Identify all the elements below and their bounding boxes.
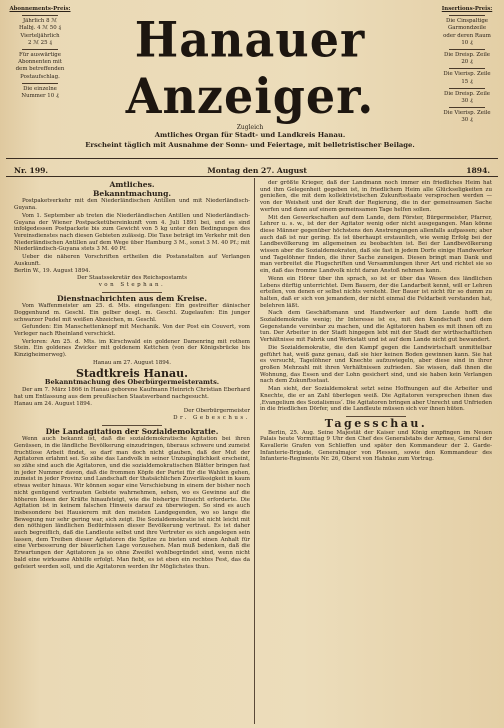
section-heading-amtliches: Amtliches. <box>109 180 155 189</box>
notice-heading: Bekanntmachung. <box>92 188 172 198</box>
issue-year: 1894. <box>466 166 490 175</box>
article-body: Wenn ein Hörer über ihn sprach, so ist er über das Wesen des ländlichen Lebens dürftig unterrichtet. Dem Bauern, der die Landarbeit kennt, will er Lehren erteilen, von denen er selbst nichts versteht. Der Bauer ist nicht für so dumm zu halten, daß er sich von jemandem, der nicht einmal die Feldarbeit verstanden hat, belehren läßt. <box>260 275 492 309</box>
header-rule <box>6 158 498 159</box>
notice-subject: Postpaketverkehr mit den Niederländischen Antillen und mit Niederländisch-Guyana. <box>14 198 250 212</box>
subscription-line: Jährlich 8 ℳ <box>23 18 57 25</box>
subscription-line: Die einzelne <box>23 85 57 92</box>
notice-body: Vom 1. September ab treten die Niederländischen Antillen und Niederländisch-Guyana der Wiener Postpacketübereinkunft vom 4. Juli 1891 bei, und es sind infolgedessen Postpackete bis zum Gewicht von 5 kg unter den Bedingungen des Vereinsdienstes nach diesen Gebieten zulässig. Die Taxe beträgt im Verkehr mit den Niederländischen Antillen auf dem Wege über Hamburg 3 M., sonst 3 M. 40 Pf.; mit Niederländisch-Guyana stets 3 M. 40 Pf. <box>14 212 250 253</box>
notice-place-date: Berlin W., 19. August 1894. <box>14 268 91 275</box>
subscription-line: Vierteljährlich <box>20 32 60 39</box>
subscription-line: Für auswärtige <box>19 52 61 59</box>
subscription-line: dem betreffenden <box>15 66 65 73</box>
notice-authority: Der Staatssekretär des Reichspostamts <box>76 275 188 282</box>
dateline-rule <box>6 176 498 177</box>
dienst-found: Gefunden: Ein Manschettenknopf mit Mechanik. Von der Post ein Couvert, vom Verleger nach Rheinland verschickt. <box>14 324 250 338</box>
article-body: Nach dem Geschäftsmann und Handwerker auf dem Lande hofft die Sozialdemokratie wenig; ihr Interesse ist es, mit den Kundschaft und dem Gegenstande vereinbar zu machen, und die Agitatoren haben es mit ihnen oft zu tun. Der Arbeiter in der Stadt hingegen lebt mit der Stadt der wirthschaftlichen Verhältnisse mit Fabrik und Werkstatt und ist auf dem Lande nicht gut bewandert. <box>260 310 492 344</box>
insertion-title: Insertions-Preis: <box>441 6 493 12</box>
dienst-date: Hanau am 27. August 1894. <box>92 359 172 366</box>
ober-signature: Dr. Gebeschus. <box>173 414 250 421</box>
column-divider <box>254 178 255 724</box>
ober-body: Der am 7. März 1866 in Hanau geborene Kaufmann Heinrich Christian Eberhard hat um Entlassung aus dem preußischen Staatsverband nachgesucht. <box>14 386 250 400</box>
insertion-line: Die Cinspaltige <box>446 18 488 25</box>
right-column <box>260 180 492 464</box>
article-body: Man sieht, der Sozialdemokrat setzt seine Hoffnungen auf die Arbeiter und Knechte, die er an Zahl überlegen weiß. Die Agitatoren versprechen ihnen das ‚Evangelium des Sozialismus‘. Die Agitatoren bringen aber Unrecht und Unfrieden in die friedlichen Dörfer, und die Landleute müssen sich vor ihnen hüten. <box>260 386 492 413</box>
subscription-line: Postaufschlag. <box>20 73 60 80</box>
insertion-line: 10 ₰ <box>461 39 473 46</box>
section-heading-dienst: Dienstnachrichten aus dem Kreise. <box>57 293 207 303</box>
newspaper-title: Hanauer Anzeiger. <box>125 11 375 125</box>
article-heading-landagitation: Die Landagitation der Sozialdemokratie. <box>45 426 219 436</box>
insertion-line: Die Vierisp. Zeile <box>443 110 491 117</box>
subscription-line: 2 ℳ 25 ₰ <box>28 39 52 46</box>
zugleich-label: Zugleich <box>236 124 264 131</box>
subscription-line: Abonnenten mit <box>18 59 62 66</box>
insertion-line: Die Dreisp. Zeile <box>444 90 490 97</box>
publication-schedule: Erscheint täglich mit Ausnahme der Sonn- und Feiertage, mit belletristischer Beilage. <box>85 141 415 149</box>
issue-number: Nr. 199. <box>14 166 49 175</box>
insertion-line: Die Dreisp. Zeile <box>444 52 490 59</box>
article-body: der größte Krieger, daß der Landmann noch immer ein friedliches Heim hat und ihm Gelegenheit gegeben ist, in friedlichem Heim alle Glückseligkeiten zu genießen, die mit dem kollektivistischen Zukunftsstaate versprochen werden — von der Weisheit und der Kraft der Regierung, die in der gemeinsamen Sache werfen und dann auf einem gemeinsamen Tage helfen sollen. <box>260 180 492 213</box>
ober-authority: Der Oberbürgermeister <box>183 408 250 415</box>
ober-date: Hanau am 24. August 1894. <box>14 401 93 408</box>
insertion-line: 30 ₰ <box>461 117 473 124</box>
dienst-body: Vom Waffenmeister am 25. d. Mts. eingefangen: Ein gestreifter dänischer Doggenhund m. Geschl. Ein gelber desgl. m. Geschl. Zugelaufen: Ein junger schwarzer Pudel mit weißen Abzeichen, m. Geschl. <box>14 303 250 323</box>
issue-date: Montag den 27. August <box>207 166 307 175</box>
tagesschau-body: Berlin, 25. Aug. Seine Majestät der Kaiser und König empfingen im Neuen Palais heute Vormittag 9 Uhr den Chef des Generalstabs der Armee, General der Kavallerie Grafen von Schlieffen und später den Kommandeur der 2. Garde-Infanterie-Brigade, Generalmajor von Plessen, sowie den Kommandeur des Infanterie-Regiments Nr. 26, Oberst von Hahnke zum Vortrag. <box>260 429 492 463</box>
notice-body: Ueber die näheren Vorschriften ertheilen die Postanstalten auf Verlangen Auskunft. <box>14 254 250 267</box>
insertion-line: oder deren Raum <box>443 32 491 39</box>
subscription-price-box <box>8 6 72 100</box>
subscription-title: Abonnements-Preis: <box>9 6 71 12</box>
dienst-lost: Verloren: Am 25. d. Mts. im Kirschwald ein goldener Damenring mit rothem Stein. Ein goldenes Zwicker mit goldenem Kettchen (von der Königsbrücke bis Kinzigheimerweg). <box>14 338 250 359</box>
insertion-line: 15 ₰ <box>461 78 473 85</box>
dateline <box>14 166 490 175</box>
article-body: Mit den Gewerkschaften auf dem Lande, dem Förster, Bürgermeister, Pfarrer, Lehrer u. s. w., ist der der Agitator wenig oder nicht ausgegangen. Man könne diese Männer gegenüber höchstens den Anstrengungen allenfalls aufpassen; aber auch daß ist nur gering. Es ist überhaupt erstaunlich, wie wenig Erfolg bei der Landbevölkerung im allgemeinen zu beobachten ist. Bei der Landbevölkerung wissen aber die Sozialdemokraten, daß sie fast in jedem Dorfe einige Handwerker und Tagelöhner finden, die ihrer Sache zuneigen. Diesen bringt man Dank und man verbreitet die Flugschriften und Versammlungen ihrer Art und richtet sie so ein, daß das fromme Landvolk nicht daran Anstoß nehmen kann. <box>260 214 492 275</box>
insertion-line: Die Vierisp. Zeile <box>443 71 491 78</box>
article-body: Wenn auch bekannt ist, daß die sozialdemokratische Agitation bei ihren Genüssen, in die ländliche Bevölkerung einzudringen, überaus schwere und zumeist fruchtlose Arbeit findet, so darf man doch nicht glauben, daß der Mut der Agitatoren erlahmt sei. So zähe das Landvolk in seiner Unzugänglichkeit erscheint, so zähe sind auch die Agitatoren, und die sozialdemokratischen Blätter bringen fast in jeder Nummer davon, daß die frommen Köpfe der Partei für die Wahlen gehen, zumeist in jeder Provinz und Landschaft der thatsächlichen Zuverlässigkeit in kaum etwas weiter hinaus. Wir können sogar eine Verschiebung in einem der bisher noch nicht genügend vertrauten Gebiete wahrnehmen, sehen, wo es Gewinne auf die höheren Ideen der Kräfte hinaufsteigt, wie die bisherige Einsicht erforderte. Die Agitation ist in keinem falschen Hinweis darauf zu überwiegen. So sind es auch insbesondere bei Hausierern mit den meisten Landgegenden, wo so lange die Bewegung nur sehr gering war, sich zeigt. Die Sozialdemokratie ist nicht leicht mit den nöthigen ländlichen Bedürfnissen dieser Bevölkerung vertraut. Es ist daher auch begreiflich, daß die Landleute selbst und ihre Vertreter es sich angelegen sein lassen, dem Treiben dieser Agitatoren die Spitze zu bieten und einen Anhalt für eine Verbesserung der bäuerlichen Lage vorzusehen. Man muß bedenken, daß die Erwartungen der Agitatoren ja so ohne Zweifel wohlbegründet sind, wenn nicht bald eine wirksame Abhilfe erfolgt. Man fiebt, es ist eben ein rechtes Fest, das da gefeiert werden soll, und die Agitatoren werden ihr Möglichstes thun. <box>14 436 250 570</box>
section-heading-tagesschau: Tagesschau. <box>324 416 428 430</box>
insertion-line: 20 ₰ <box>461 59 473 66</box>
insertion-line: Garmondzeile <box>447 25 487 32</box>
subscription-line: Halbj. 4 ℳ 50 ₰ <box>18 25 62 32</box>
insertion-line: 30 ₰ <box>461 98 473 105</box>
section-heading-stadtkreis: Stadtkreis Hanau. <box>75 366 188 380</box>
insertion-price-box <box>436 6 498 125</box>
ober-heading: Bekanntmachung des Oberbürgermeisteramts. <box>44 378 220 387</box>
subscription-line: Nummer 10 ₰ <box>21 93 59 100</box>
left-column <box>14 180 250 571</box>
notice-signature: von Stephan. <box>98 281 166 288</box>
official-organ-line: Amtliches Organ für Stadt- und Landkreis Hanau. <box>154 131 346 139</box>
article-body: Die Sozialdemokratie, die den Kampf gegen die Landwirtschaft unmittelbar geführt hat, weiß ganz genau, daß sie hier keinen Boden gewinnen kann. Sie hat es versucht, Tagelöhner und Knechte aufzuwiegeln, aber diese sind in ihrer großen Mehrzahl mit ihren Verhältnissen zufrieden. Sie wissen, daß ihnen die Wohnung, das Essen und der Lohn gesichert sind, und sie haben kein Verlangen nach dem Zukunftsstaat. <box>260 344 492 385</box>
